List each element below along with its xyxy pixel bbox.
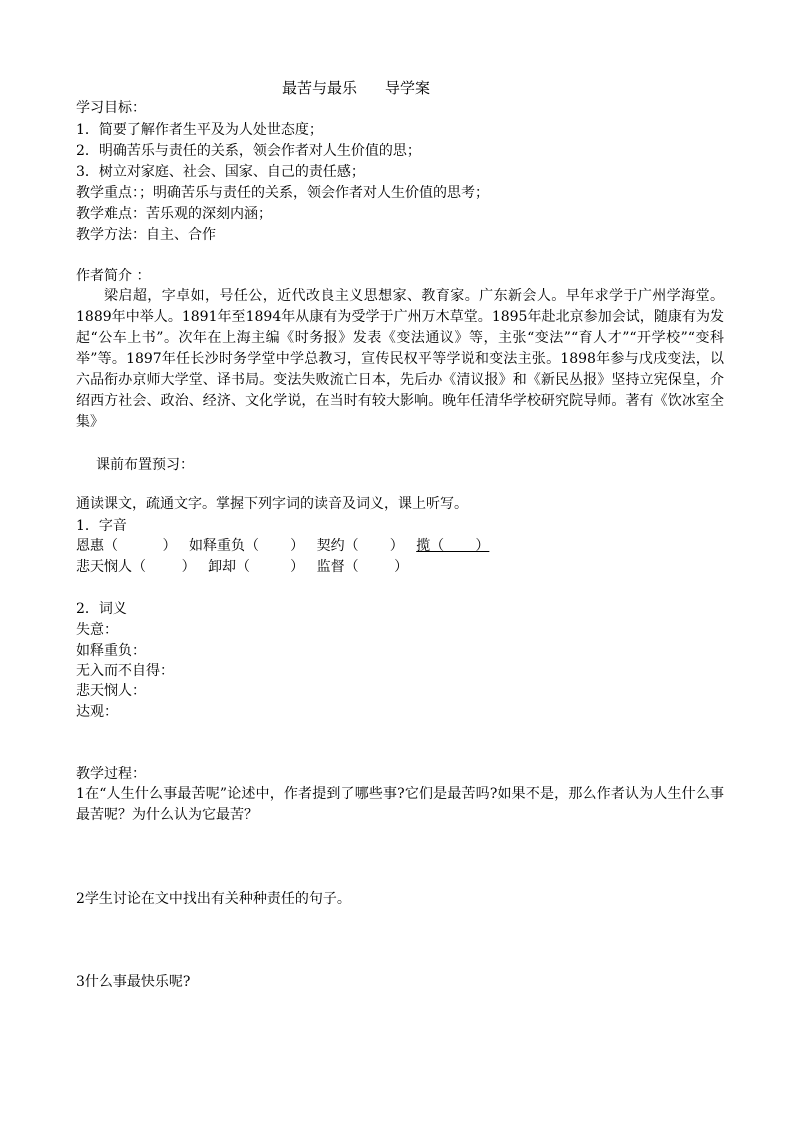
objective-item: 1．简要了解作者生平及为人处世态度；	[76, 122, 323, 138]
pronunciation-item: 悲天悯人（ ）	[76, 559, 196, 575]
document-title	[282, 77, 430, 98]
title-main: 最苦与最乐	[282, 79, 358, 97]
process-heading: 教学过程：	[76, 766, 146, 782]
pronunciation-item: 契约（ ）	[316, 538, 404, 554]
meaning-item: 失意：	[76, 622, 118, 638]
pronunciation-item: 揽（ ）	[416, 538, 490, 554]
teaching-method: 教学方法：自主、合作	[76, 227, 216, 243]
meaning-item: 无入而不自得：	[76, 663, 174, 679]
meaning-item: 达观：	[76, 704, 118, 720]
objectives-heading: 学习目标：	[76, 100, 146, 116]
pronunciation-item: 监督（ ）	[316, 559, 409, 575]
pronunciation-item: 卸却（ ）	[208, 559, 305, 575]
preview-heading: 课前布置预习：	[96, 457, 194, 473]
author-bio: 梁启超，字卓如，号任公，近代改良主义思想家、教育家。广东新会人。早年求学于广州学海堂。1889年中举人。1891年至1894年从康有为受学于广州万木草堂。1895年赴北京参加会试，随康有为发起“公车上书”。次年在上海主编《时务报》发表《变法通议》等，主张“变法”“育人才”“开学校”“变科举”等。1897年任长沙时务学堂中学总教习，宣传民权平等学说和变法主张。1898年参与戊戌变法，以六品衔办京师大学堂、译书局。变法失败流亡日本，先后办《清议报》和《新民丛报》坚持立宪保皇，介绍西方社会、政治、经济、文化学说，在当时有较大影响。晚年任清华学校研究院导师。著有《饮冰室全集》	[76, 288, 724, 430]
pronunciation-item: 如释重负（ ）	[188, 538, 305, 554]
process-question-3: 3什么事最快乐呢?	[76, 974, 191, 990]
meaning-item: 悲天悯人：	[76, 683, 146, 699]
teaching-difficulty: 教学难点：苦乐观的深刻内涵；	[76, 206, 272, 222]
author-heading: 作者简介 ：	[76, 268, 151, 284]
title-sub: 导学案	[385, 79, 431, 97]
meaning-item: 如释重负：	[76, 643, 146, 659]
teaching-focus: 教学重点：；明确苦乐与责任的关系，领会作者对人生价值的思考；	[76, 185, 489, 201]
pronunciation-row	[76, 557, 408, 577]
pronunciation-heading: 1．字音	[76, 518, 127, 534]
process-question-2: 2学生讨论在文中找出有关种种责任的句子。	[76, 891, 351, 907]
meaning-heading: 2．词义	[76, 601, 127, 617]
pronunciation-row	[76, 536, 489, 556]
objective-item: 3．树立对家庭、社会、国家、自己的责任感；	[76, 164, 365, 180]
objective-item: 2．明确苦乐与责任的关系，领会作者对人生价值的思；	[76, 143, 421, 159]
pronunciation-item: 恩惠（ ）	[76, 538, 177, 554]
process-question-1: 1在“人生什么事最苦呢”论述中，作者提到了哪些事?它们是最苦吗?如果不是，那么作者认为人生什么事最苦呢？为什么认为它最苦？	[76, 786, 724, 823]
preview-instruction: 通读课文，疏通文字。掌握下列字词的读音及词义，课上听写。	[76, 496, 468, 512]
